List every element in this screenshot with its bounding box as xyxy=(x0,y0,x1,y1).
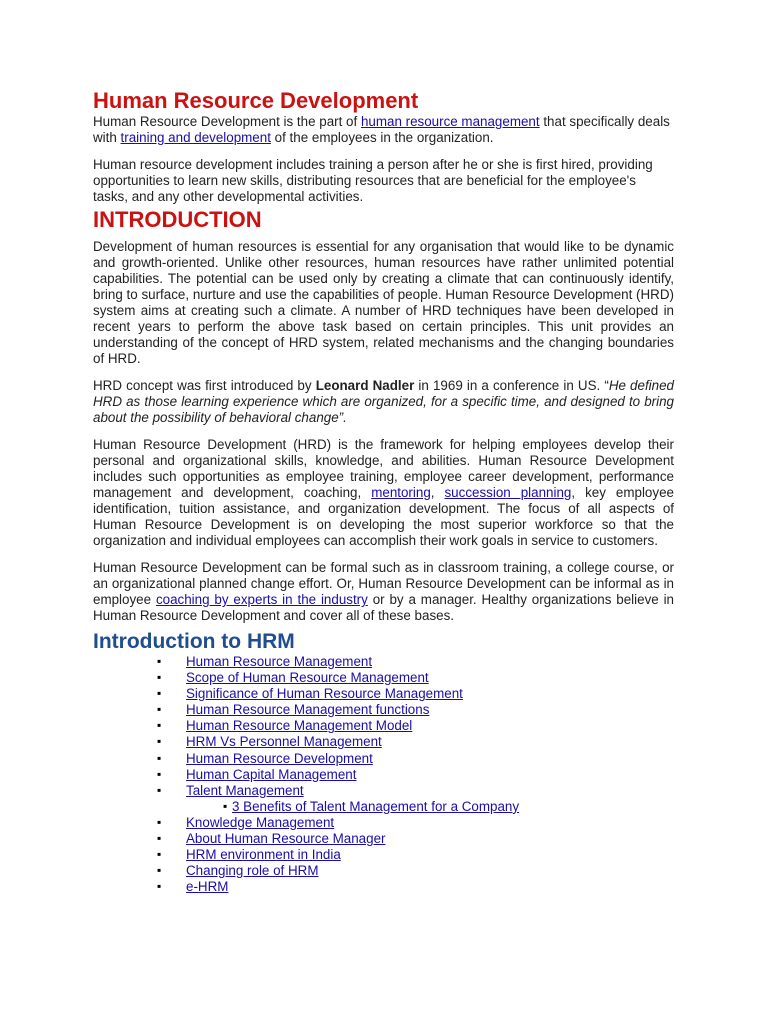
intro-text-post: of the employees in the organization. xyxy=(270,130,494,145)
coaching-by-experts-link[interactable]: coaching by experts in the industry xyxy=(155,592,368,607)
toc-link-changing-role-of-hrm[interactable]: Changing role of HRM xyxy=(186,863,319,879)
toc-link-scope-of-hrm[interactable]: Scope of Human Resource Management xyxy=(186,670,429,686)
toc-link-about-hr-manager[interactable]: About Human Resource Manager xyxy=(186,831,386,847)
toc-link-human-resource-development[interactable]: Human Resource Development xyxy=(186,750,373,766)
list-item xyxy=(93,831,674,847)
training-and-development-link[interactable]: training and development xyxy=(120,130,271,145)
toc-link-human-resource-management[interactable]: Human Resource Management xyxy=(186,654,373,669)
list-item xyxy=(93,879,674,895)
toc-link-significance-of-hrm[interactable]: Significance of Human Resource Management xyxy=(186,686,463,702)
list-item xyxy=(93,718,674,734)
body-paragraph-2 xyxy=(93,378,674,426)
document-page xyxy=(93,88,674,895)
toc-link-talent-management[interactable]: Talent Management xyxy=(186,782,304,798)
toc-link-hrm-vs-personnel[interactable]: HRM Vs Personnel Management xyxy=(186,734,382,750)
list-item xyxy=(93,734,674,750)
toc-link-talent-management-benefits[interactable]: 3 Benefits of Talent Management for a Company xyxy=(232,798,520,814)
intro-text-pre: Human Resource Development is the part of xyxy=(93,114,361,129)
page-title: Human Resource Development xyxy=(93,88,419,113)
list-item xyxy=(93,654,674,670)
list-item-sub xyxy=(93,799,674,815)
mentoring-link[interactable]: mentoring xyxy=(371,485,431,500)
para3-separator: , xyxy=(430,485,445,500)
list-item xyxy=(93,686,674,702)
list-item xyxy=(93,702,674,718)
list-item xyxy=(93,767,674,783)
para4-text-pre: Human Resource Development can be formal such as in classroom training, a college course, or an organizational planned change effort. Or, Human Resource Development can be informal as in employee xyxy=(93,560,674,607)
toc-link-knowledge-management[interactable]: Knowledge Management xyxy=(186,814,335,830)
toc-link-hrm-environment-india[interactable]: HRM environment in India xyxy=(186,847,341,863)
intro-paragraph-1 xyxy=(93,114,674,146)
para2-text-mid: in 1969 in a conference in US. “ xyxy=(414,378,609,393)
toc-link-hrm-model[interactable]: Human Resource Management Model xyxy=(186,718,413,734)
toc-link-e-hrm[interactable]: e-HRM xyxy=(186,879,229,895)
toc-list xyxy=(93,654,674,895)
list-item xyxy=(93,815,674,831)
body-paragraph-4 xyxy=(93,560,674,624)
list-item xyxy=(93,783,674,799)
body-paragraph-3 xyxy=(93,437,674,549)
list-item xyxy=(93,847,674,863)
toc-heading: Introduction to HRM xyxy=(93,630,295,653)
para4-text-post: or by a manager. Healthy organizations believe in Human Resource Development and cover all of these bases. xyxy=(93,592,674,623)
para2-text-pre: HRD concept was first introduced by xyxy=(93,378,316,393)
list-item xyxy=(93,670,674,686)
para3-text-pre: Human Resource Development (HRD) is the framework for helping employees develop their personal and organizational skills, knowledge, and abilities. Human Resource Development includes such opportunities as employee training, employee career development, performance management and development, coaching, xyxy=(93,437,674,500)
para3-text-post: , key employee identification, tuition assistance, and organization development. The focus of all aspects of Human Resource Development is on developing the most superior workforce so that the organization and individual employees can accomplish their work goals in service to customers. xyxy=(93,485,674,548)
leonard-nadler-name: Leonard Nadler xyxy=(315,378,415,393)
nadler-quote: He defined HRD as those learning experience which are organized, for a specific time, and designed to bring about the possibility of behavioral change”. xyxy=(93,378,674,425)
toc-link-human-capital-management[interactable]: Human Capital Management xyxy=(186,766,357,782)
intro-paragraph-2: Human resource development includes training a person after he or she is first hired, providing opportunities to learn new skills, distributing resources that are beneficial for the employee's tasks, and any other developmental activities. xyxy=(93,157,653,204)
toc-link-hrm-functions[interactable]: Human Resource Management functions xyxy=(186,702,430,718)
intro-text-mid: that specifically deals with xyxy=(93,114,670,145)
list-item xyxy=(93,863,674,879)
list-item xyxy=(93,751,674,767)
human-resource-management-link[interactable]: human resource management xyxy=(360,114,540,129)
body-paragraph-1: Development of human resources is essential for any organisation that would like to be dynamic and growth-oriented. Unlike other resources, human resources have rather unlimited potential capabilities. The potential can be used only by creating a climate that can continuously identify, bring to surface, nurture and use the capabilities of people. Human Resource Development (HRD) system aims at creating such a climate. A number of HRD techniques have been developed in recent years to perform the above task based on certain principles. This unit provides an understanding of the concept of HRD system, related mechanisms and the changing boundaries of HRD. xyxy=(93,239,674,366)
succession-planning-link[interactable]: succession planning xyxy=(444,485,572,500)
introduction-heading: INTRODUCTION xyxy=(93,207,262,232)
